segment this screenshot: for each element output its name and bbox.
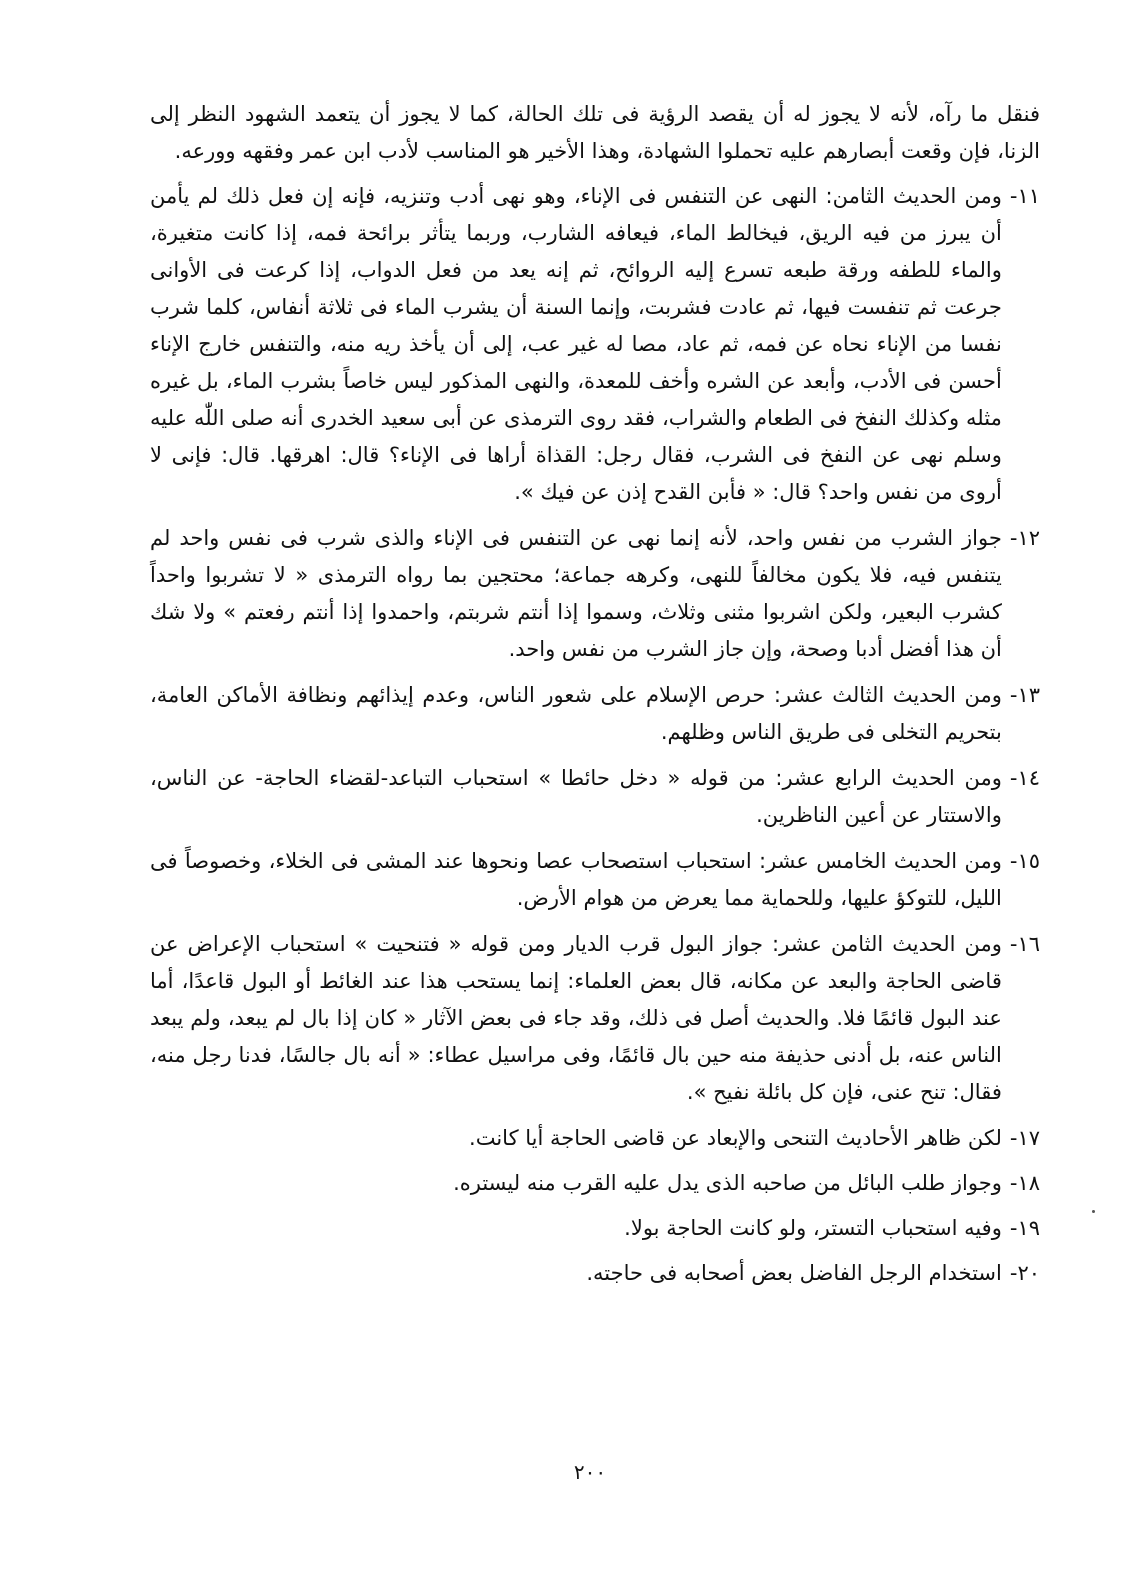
item-text: استخدام الرجل الفاضل بعض أصحابه فى حاجته.	[586, 1261, 1002, 1285]
list-item	[150, 1165, 1040, 1202]
item-number: ١٤-	[1009, 766, 1040, 790]
intro-paragraph: فنقل ما رآه، لأنه لا يجوز له أن يقصد الرؤية فى تلك الحالة، كما لا يجوز أن يتعمد الشهود النظر إلى الزنا، فإن وقعت أبصارهم عليه تحملوا الشهادة، وهذا الأخير هو المناسب لأدب ابن عمر وفقهه وورعه.	[150, 102, 1040, 163]
scan-speck	[1092, 1210, 1095, 1213]
item-text: ومن الحديث الثامن عشر: جواز البول قرب الديار ومن قوله « فتنحيت » استحباب الإعراض عن قاضى الحاجة والبعد عن مكانه، قال بعض العلماء: إنما يستحب هذا عند الغائط أو البول قاعدًا، أما عند البول قائمًا فلا. والحديث أصل فى ذلك، وقد جاء فى بعض الآثار « كان إذا بال لم يبعد، ولم يبعد الناس عنه، بل أدنى حذيفة منه حين بال قائمًا، وفى مراسيل عطاء: « أنه بال جالسًا، فدنا رجل منه، فقال: تنح عنى، فإن كل بائلة نفيح ».	[150, 932, 1002, 1104]
item-text: ومن الحديث الخامس عشر: استحباب استصحاب عصا ونحوها عند المشى فى الخلاء، وخصوصاً فى الليل، للتوكؤ عليها، وللحماية مما يعرض من هوام الأرض.	[150, 849, 1002, 910]
item-number: ١٣-	[1009, 683, 1040, 707]
item-number: ١٧-	[1009, 1126, 1040, 1150]
item-text: ومن الحديث الثامن: النهى عن التنفس فى الإناء، وهو نهى أدب وتنزيه، فإنه إن فعل ذلك لم يأمن أن يبرز من فيه الريق، فيخالط الماء، فيعافه الشارب، وربما يتأثر برائحة فمه، إذا كانت متغيرة، والماء للطفه ورقة طبعه تسرع إليه الروائح، ثم إنه يعد من فعل الدواب، إذا كرعت فى الأوانى جرعت ثم تنفست فيها، ثم عادت فشربت، وإنما السنة أن يشرب الماء فى ثلاثة أنفاس، كلما شرب نفسا من الإناء نحاه عن فمه، ثم عاد، مصا له غير عب، إلى أن يأخذ ريه منه، والتنفس خارج الإناء أحسن فى الأدب، وأبعد عن الشره وأخف للمعدة، والنهى المذكور ليس خاصاً بشرب الماء، بل غيره مثله وكذلك النفخ فى الطعام والشراب، فقد روى الترمذى عن أبى سعيد الخدرى أنه صلى اللّٰه عليه وسلم نهى عن النفخ فى الشرب، فقال رجل: القذاة أراها فى الإناء؟ قال: اهرقها. قال: فإنى لا أروى من نفس واحد؟ قال: « فأبن القدح إذن عن فيك ».	[150, 184, 1002, 504]
item-number: ١٢-	[1009, 526, 1040, 550]
item-number: ٢٠-	[1009, 1261, 1040, 1285]
list-item	[150, 520, 1040, 668]
numbered-list	[150, 178, 1040, 1292]
item-number: ١٦-	[1009, 932, 1040, 956]
list-item	[150, 760, 1040, 834]
item-number: ١٥-	[1009, 849, 1040, 873]
item-number: ١٩-	[1009, 1216, 1040, 1240]
list-item	[150, 1210, 1040, 1247]
list-item	[150, 677, 1040, 751]
list-item	[150, 1255, 1040, 1292]
item-number: ١١-	[1009, 184, 1040, 208]
list-item	[150, 843, 1040, 917]
list-item	[150, 926, 1040, 1111]
list-item	[150, 1120, 1040, 1157]
book-page	[150, 96, 1040, 1300]
item-text: وفيه استحباب التستر، ولو كانت الحاجة بولا.	[624, 1216, 1002, 1240]
item-text: وجواز طلب البائل من صاحبه الذى يدل عليه القرب منه ليستره.	[453, 1171, 1002, 1195]
item-text: ومن الحديث الثالث عشر: حرص الإسلام على شعور الناس، وعدم إيذائهم ونظافة الأماكن العامة، بتحريم التخلى فى طريق الناس وظلهم.	[150, 683, 1002, 744]
list-item	[150, 178, 1040, 511]
item-text: جواز الشرب من نفس واحد، لأنه إنما نهى عن التنفس فى الإناء والذى شرب فى نفس واحد لم يتنفس فيه، فلا يكون مخالفاً للنهى، وكرهه جماعة؛ محتجين بما رواه الترمذى « لا تشربوا واحداً كشرب البعير، ولكن اشربوا مثنى وثلاث، وسموا إذا أنتم شربتم، واحمدوا إذا أنتم رفعتم » ولا شك أن هذا أفضل أدبا وصحة، وإن جاز الشرب من نفس واحد.	[150, 526, 1002, 661]
item-text: ومن الحديث الرابع عشر: من قوله « دخل حائطا » استحباب التباعد-لقضاء الحاجة- عن الناس، والاستتار عن أعين الناظرين.	[150, 766, 1002, 827]
item-number: ١٨-	[1009, 1171, 1040, 1195]
item-text: لكن ظاهر الأحاديث التنحى والإبعاد عن قاضى الحاجة أيا كانت.	[469, 1126, 1002, 1150]
page-number: ٢٠٠	[573, 1460, 607, 1484]
